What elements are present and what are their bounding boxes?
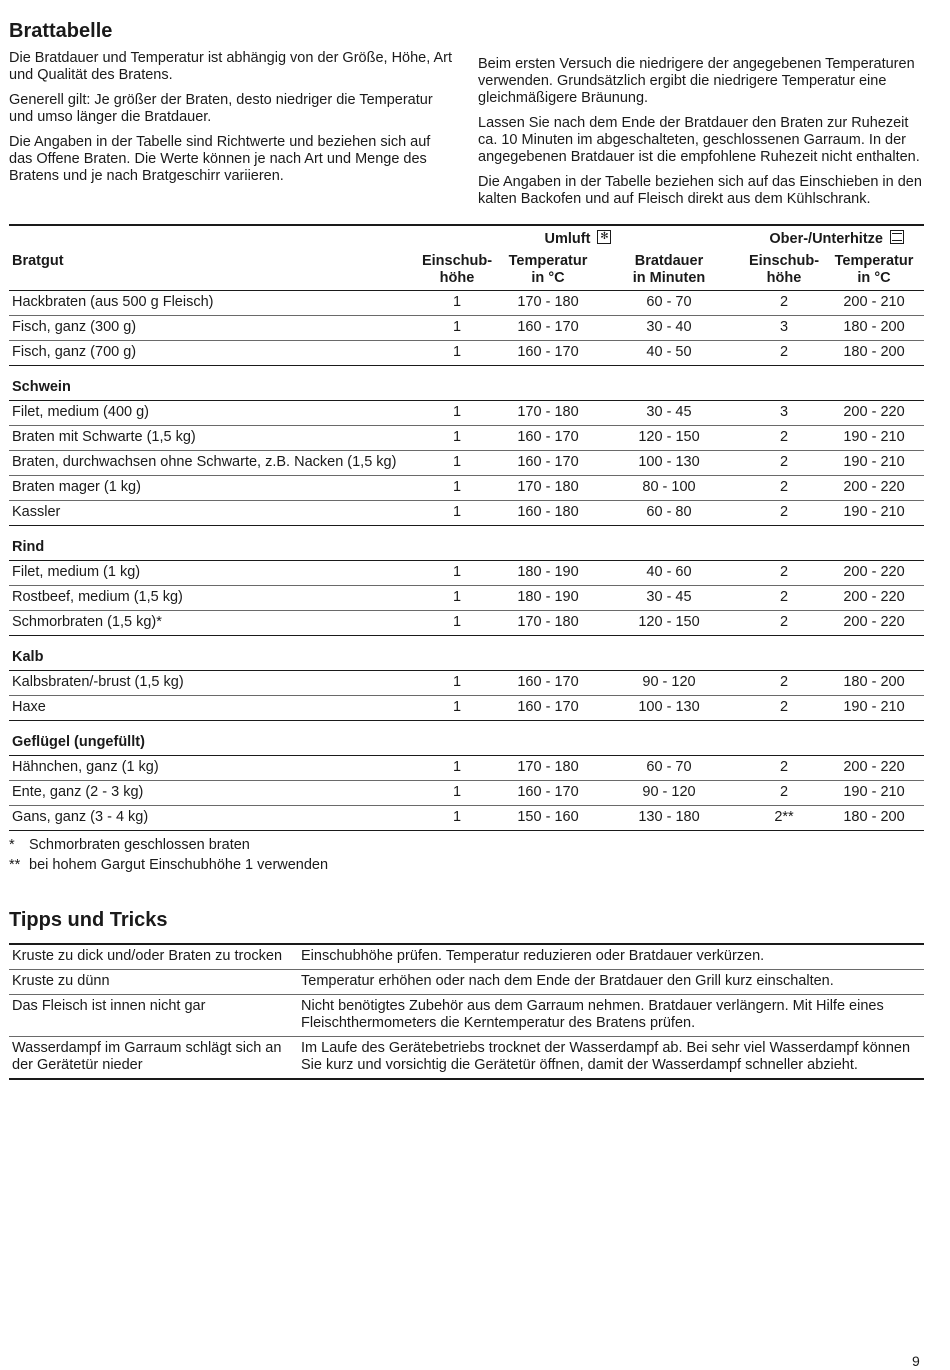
header-bratgut: Bratgut bbox=[9, 250, 412, 291]
cell-bratgut: Filet, medium (1 kg) bbox=[9, 561, 412, 586]
cell-temperatur-umluft: 160 - 170 bbox=[502, 426, 594, 451]
footnotes bbox=[9, 835, 924, 875]
group-oberunter-label: Ober-/Unterhitze bbox=[769, 231, 883, 247]
table-row bbox=[9, 291, 924, 316]
tip-problem: Kruste zu dick und/oder Braten zu trocken bbox=[9, 944, 298, 970]
cell-einschub-umluft: 1 bbox=[412, 781, 502, 806]
cell-einschub-oberunter: 2 bbox=[744, 501, 824, 526]
footnote-mark: * bbox=[9, 836, 15, 853]
cell-temperatur-oberunter: 200 - 220 bbox=[824, 611, 924, 636]
cell-bratgut: Braten mit Schwarte (1,5 kg) bbox=[9, 426, 412, 451]
cell-bratgut: Ente, ganz (2 - 3 kg) bbox=[9, 781, 412, 806]
cell-einschub-umluft: 1 bbox=[412, 806, 502, 831]
cell-temperatur-umluft: 180 - 190 bbox=[502, 586, 594, 611]
cell-temperatur-oberunter: 190 - 210 bbox=[824, 451, 924, 476]
table-column-header-row bbox=[9, 250, 924, 291]
cell-temperatur-oberunter: 190 - 210 bbox=[824, 426, 924, 451]
cell-bratdauer: 100 - 130 bbox=[594, 696, 744, 721]
cell-temperatur-oberunter: 180 - 200 bbox=[824, 341, 924, 366]
tips-title: Tipps und Tricks bbox=[9, 909, 168, 931]
cell-temperatur-oberunter: 190 - 210 bbox=[824, 501, 924, 526]
cell-bratdauer: 30 - 45 bbox=[594, 401, 744, 426]
table-row bbox=[9, 756, 924, 781]
category-label: Schwein bbox=[9, 366, 924, 401]
category-row bbox=[9, 366, 924, 401]
tip-solution: Einschubhöhe prüfen. Temperatur reduzieren oder Bratdauer verkürzen. bbox=[298, 944, 924, 970]
cell-einschub-umluft: 1 bbox=[412, 756, 502, 781]
cell-einschub-umluft: 1 bbox=[412, 696, 502, 721]
cell-bratgut: Filet, medium (400 g) bbox=[9, 401, 412, 426]
cell-bratdauer: 60 - 80 bbox=[594, 501, 744, 526]
intro-right-column bbox=[478, 50, 924, 216]
cell-bratdauer: 130 - 180 bbox=[594, 806, 744, 831]
cell-bratgut: Kassler bbox=[9, 501, 412, 526]
footnote bbox=[9, 855, 924, 875]
cell-einschub-umluft: 1 bbox=[412, 671, 502, 696]
tip-problem: Wasserdampf im Garraum schlägt sich an der Gerätetür nieder bbox=[9, 1037, 298, 1080]
cell-einschub-umluft: 1 bbox=[412, 401, 502, 426]
cell-bratdauer: 60 - 70 bbox=[594, 756, 744, 781]
table-row bbox=[9, 501, 924, 526]
cell-einschub-umluft: 1 bbox=[412, 501, 502, 526]
footnote-mark: ** bbox=[9, 856, 21, 873]
cell-temperatur-oberunter: 200 - 220 bbox=[824, 756, 924, 781]
cell-einschub-oberunter: 2 bbox=[744, 561, 824, 586]
cell-einschub-oberunter: 3 bbox=[744, 316, 824, 341]
table-row bbox=[9, 476, 924, 501]
header-einschub-oberunter: Einschub- höhe bbox=[744, 250, 824, 291]
cell-einschub-umluft: 1 bbox=[412, 291, 502, 316]
category-row bbox=[9, 526, 924, 561]
category-label: Kalb bbox=[9, 636, 924, 671]
cell-bratdauer: 90 - 120 bbox=[594, 781, 744, 806]
footnote-text: Schmorbraten geschlossen braten bbox=[29, 836, 250, 853]
cell-einschub-oberunter: 2 bbox=[744, 586, 824, 611]
cell-temperatur-umluft: 160 - 170 bbox=[502, 781, 594, 806]
cell-temperatur-umluft: 170 - 180 bbox=[502, 756, 594, 781]
tip-solution: Temperatur erhöhen oder nach dem Ende der Bratdauer den Grill kurz einschalten. bbox=[298, 970, 924, 995]
cell-temperatur-umluft: 160 - 170 bbox=[502, 316, 594, 341]
cell-temperatur-oberunter: 200 - 220 bbox=[824, 401, 924, 426]
cell-temperatur-oberunter: 200 - 220 bbox=[824, 586, 924, 611]
page-number: 9 bbox=[912, 1353, 920, 1369]
header-temperatur-oberunter: Temperatur in °C bbox=[824, 250, 924, 291]
header-bratdauer: Bratdauer in Minuten bbox=[594, 250, 744, 291]
tip-solution: Nicht benötigtes Zubehör aus dem Garraum nehmen. Bratdauer verlängern. Mit Hilfe eines Fleischthermometers die Kerntemperatur des Bratens prüfen. bbox=[298, 995, 924, 1037]
cell-temperatur-oberunter: 200 - 210 bbox=[824, 291, 924, 316]
intro-paragraph: Lassen Sie nach dem Ende der Bratdauer den Braten zur Ruhezeit ca. 10 Minuten im abgeschalteten, geschlossenen Garraum. In der angegebenen Bratdauer ist die empfohlene Ruhezeit nicht enthalten. bbox=[478, 115, 920, 165]
cell-bratgut: Gans, ganz (3 - 4 kg) bbox=[9, 806, 412, 831]
cell-bratdauer: 40 - 60 bbox=[594, 561, 744, 586]
cell-bratdauer: 120 - 150 bbox=[594, 611, 744, 636]
cell-bratdauer: 30 - 45 bbox=[594, 586, 744, 611]
cell-bratdauer: 100 - 130 bbox=[594, 451, 744, 476]
cell-einschub-oberunter: 2 bbox=[744, 476, 824, 501]
cell-temperatur-oberunter: 190 - 210 bbox=[824, 696, 924, 721]
cell-temperatur-oberunter: 180 - 200 bbox=[824, 806, 924, 831]
cell-bratdauer: 120 - 150 bbox=[594, 426, 744, 451]
cell-einschub-oberunter: 2** bbox=[744, 806, 824, 831]
table-group-header-row bbox=[9, 225, 924, 250]
cell-bratgut: Fisch, ganz (300 g) bbox=[9, 316, 412, 341]
cell-bratgut: Hähnchen, ganz (1 kg) bbox=[9, 756, 412, 781]
cell-einschub-oberunter: 2 bbox=[744, 291, 824, 316]
header-einschub-umluft: Einschub- höhe bbox=[412, 250, 502, 291]
footnote bbox=[9, 835, 924, 855]
cell-bratgut: Schmorbraten (1,5 kg)* bbox=[9, 611, 412, 636]
cell-bratgut: Hackbraten (aus 500 g Fleisch) bbox=[9, 291, 412, 316]
cell-temperatur-umluft: 160 - 170 bbox=[502, 451, 594, 476]
cell-einschub-oberunter: 3 bbox=[744, 401, 824, 426]
cell-einschub-oberunter: 2 bbox=[744, 426, 824, 451]
cell-einschub-oberunter: 2 bbox=[744, 671, 824, 696]
intro-paragraph: Generell gilt: Je größer der Braten, desto niedriger die Temperatur und umso länger die Bratdauer. bbox=[9, 92, 433, 125]
table-row bbox=[9, 696, 924, 721]
table-row bbox=[9, 586, 924, 611]
table-row bbox=[9, 806, 924, 831]
intro-paragraph: Die Angaben in der Tabelle beziehen sich auf das Einschieben in den kalten Backofen und auf Fleisch direkt aus dem Kühlschrank. bbox=[478, 174, 922, 207]
group-oberunter bbox=[744, 225, 924, 250]
table-row bbox=[9, 316, 924, 341]
cell-bratgut: Kalbsbraten/-brust (1,5 kg) bbox=[9, 671, 412, 696]
table-row bbox=[9, 671, 924, 696]
cell-bratgut: Braten mager (1 kg) bbox=[9, 476, 412, 501]
cell-temperatur-umluft: 160 - 180 bbox=[502, 501, 594, 526]
cell-einschub-umluft: 1 bbox=[412, 586, 502, 611]
intro-left-column bbox=[9, 50, 455, 216]
tip-problem: Das Fleisch ist innen nicht gar bbox=[9, 995, 298, 1037]
category-label: Geflügel (ungefüllt) bbox=[9, 721, 924, 756]
cell-bratgut: Fisch, ganz (700 g) bbox=[9, 341, 412, 366]
cell-einschub-umluft: 1 bbox=[412, 561, 502, 586]
table-row bbox=[9, 401, 924, 426]
cell-einschub-umluft: 1 bbox=[412, 476, 502, 501]
cell-bratdauer: 30 - 40 bbox=[594, 316, 744, 341]
tips-table bbox=[9, 943, 924, 1080]
roast-table-body bbox=[9, 291, 924, 831]
cell-temperatur-oberunter: 200 - 220 bbox=[824, 561, 924, 586]
cell-temperatur-oberunter: 190 - 210 bbox=[824, 781, 924, 806]
cell-einschub-oberunter: 2 bbox=[744, 756, 824, 781]
group-umluft bbox=[412, 225, 744, 250]
cell-temperatur-umluft: 160 - 170 bbox=[502, 671, 594, 696]
cell-bratdauer: 90 - 120 bbox=[594, 671, 744, 696]
intro-columns bbox=[9, 50, 924, 216]
cell-temperatur-oberunter: 200 - 220 bbox=[824, 476, 924, 501]
top-bottom-heat-icon bbox=[890, 230, 904, 244]
tip-solution: Im Laufe des Gerätebetriebs trocknet der Wasserdampf ab. Bei sehr viel Wasserdampf können Sie kurz und vorsichtig die Gerätetür öffnen, damit der Wasserdampf schneller abzieht. bbox=[298, 1037, 924, 1080]
tips-row bbox=[9, 944, 924, 970]
cell-temperatur-oberunter: 180 - 200 bbox=[824, 671, 924, 696]
cell-bratdauer: 80 - 100 bbox=[594, 476, 744, 501]
cell-bratdauer: 60 - 70 bbox=[594, 291, 744, 316]
cell-temperatur-umluft: 180 - 190 bbox=[502, 561, 594, 586]
category-row bbox=[9, 636, 924, 671]
cell-temperatur-umluft: 150 - 160 bbox=[502, 806, 594, 831]
tips-row bbox=[9, 995, 924, 1037]
cell-temperatur-umluft: 170 - 180 bbox=[502, 611, 594, 636]
cell-einschub-oberunter: 2 bbox=[744, 451, 824, 476]
cell-temperatur-umluft: 160 - 170 bbox=[502, 696, 594, 721]
cell-temperatur-umluft: 160 - 170 bbox=[502, 341, 594, 366]
page bbox=[9, 18, 924, 1080]
cell-einschub-oberunter: 2 bbox=[744, 696, 824, 721]
tips-row bbox=[9, 1037, 924, 1080]
cell-temperatur-oberunter: 180 - 200 bbox=[824, 316, 924, 341]
cell-bratgut: Haxe bbox=[9, 696, 412, 721]
cell-bratgut: Rostbeef, medium (1,5 kg) bbox=[9, 586, 412, 611]
table-row bbox=[9, 561, 924, 586]
cell-bratgut: Braten, durchwachsen ohne Schwarte, z.B. Nacken (1,5 kg) bbox=[9, 451, 412, 476]
table-row bbox=[9, 611, 924, 636]
page-title: Brattabelle bbox=[9, 20, 113, 42]
fan-icon: ✻ bbox=[597, 230, 611, 244]
table-row bbox=[9, 451, 924, 476]
tips-row bbox=[9, 970, 924, 995]
cell-einschub-oberunter: 2 bbox=[744, 781, 824, 806]
category-row bbox=[9, 721, 924, 756]
table-row bbox=[9, 781, 924, 806]
cell-temperatur-umluft: 170 - 180 bbox=[502, 476, 594, 501]
table-row bbox=[9, 341, 924, 366]
roast-table bbox=[9, 224, 924, 831]
cell-temperatur-umluft: 170 - 180 bbox=[502, 401, 594, 426]
intro-paragraph: Die Bratdauer und Temperatur ist abhängig von der Größe, Höhe, Art und Qualität des Bratens. bbox=[9, 50, 453, 83]
cell-einschub-oberunter: 2 bbox=[744, 611, 824, 636]
footnote-text: bei hohem Gargut Einschubhöhe 1 verwenden bbox=[29, 856, 329, 873]
intro-paragraph: Die Angaben in der Tabelle sind Richtwerte und beziehen sich auf das Offene Braten. Die Werte können je nach Art und Menge des Bratens und je nach Bratgeschirr variieren. bbox=[9, 134, 431, 184]
cell-bratdauer: 40 - 50 bbox=[594, 341, 744, 366]
header-temperatur-umluft: Temperatur in °C bbox=[502, 250, 594, 291]
intro-paragraph: Beim ersten Versuch die niedrigere der angegebenen Temperaturen verwenden. Grundsätzlich ergibt die niedrigere Temperatur eine gleichmäßigere Bräunung. bbox=[478, 56, 915, 106]
cell-einschub-oberunter: 2 bbox=[744, 341, 824, 366]
cell-einschub-umluft: 1 bbox=[412, 451, 502, 476]
cell-einschub-umluft: 1 bbox=[412, 426, 502, 451]
cell-einschub-umluft: 1 bbox=[412, 341, 502, 366]
cell-temperatur-umluft: 170 - 180 bbox=[502, 291, 594, 316]
cell-einschub-umluft: 1 bbox=[412, 316, 502, 341]
table-row bbox=[9, 426, 924, 451]
group-umluft-label: Umluft bbox=[544, 231, 591, 247]
cell-einschub-umluft: 1 bbox=[412, 611, 502, 636]
category-label: Rind bbox=[9, 526, 924, 561]
tip-problem: Kruste zu dünn bbox=[9, 970, 298, 995]
